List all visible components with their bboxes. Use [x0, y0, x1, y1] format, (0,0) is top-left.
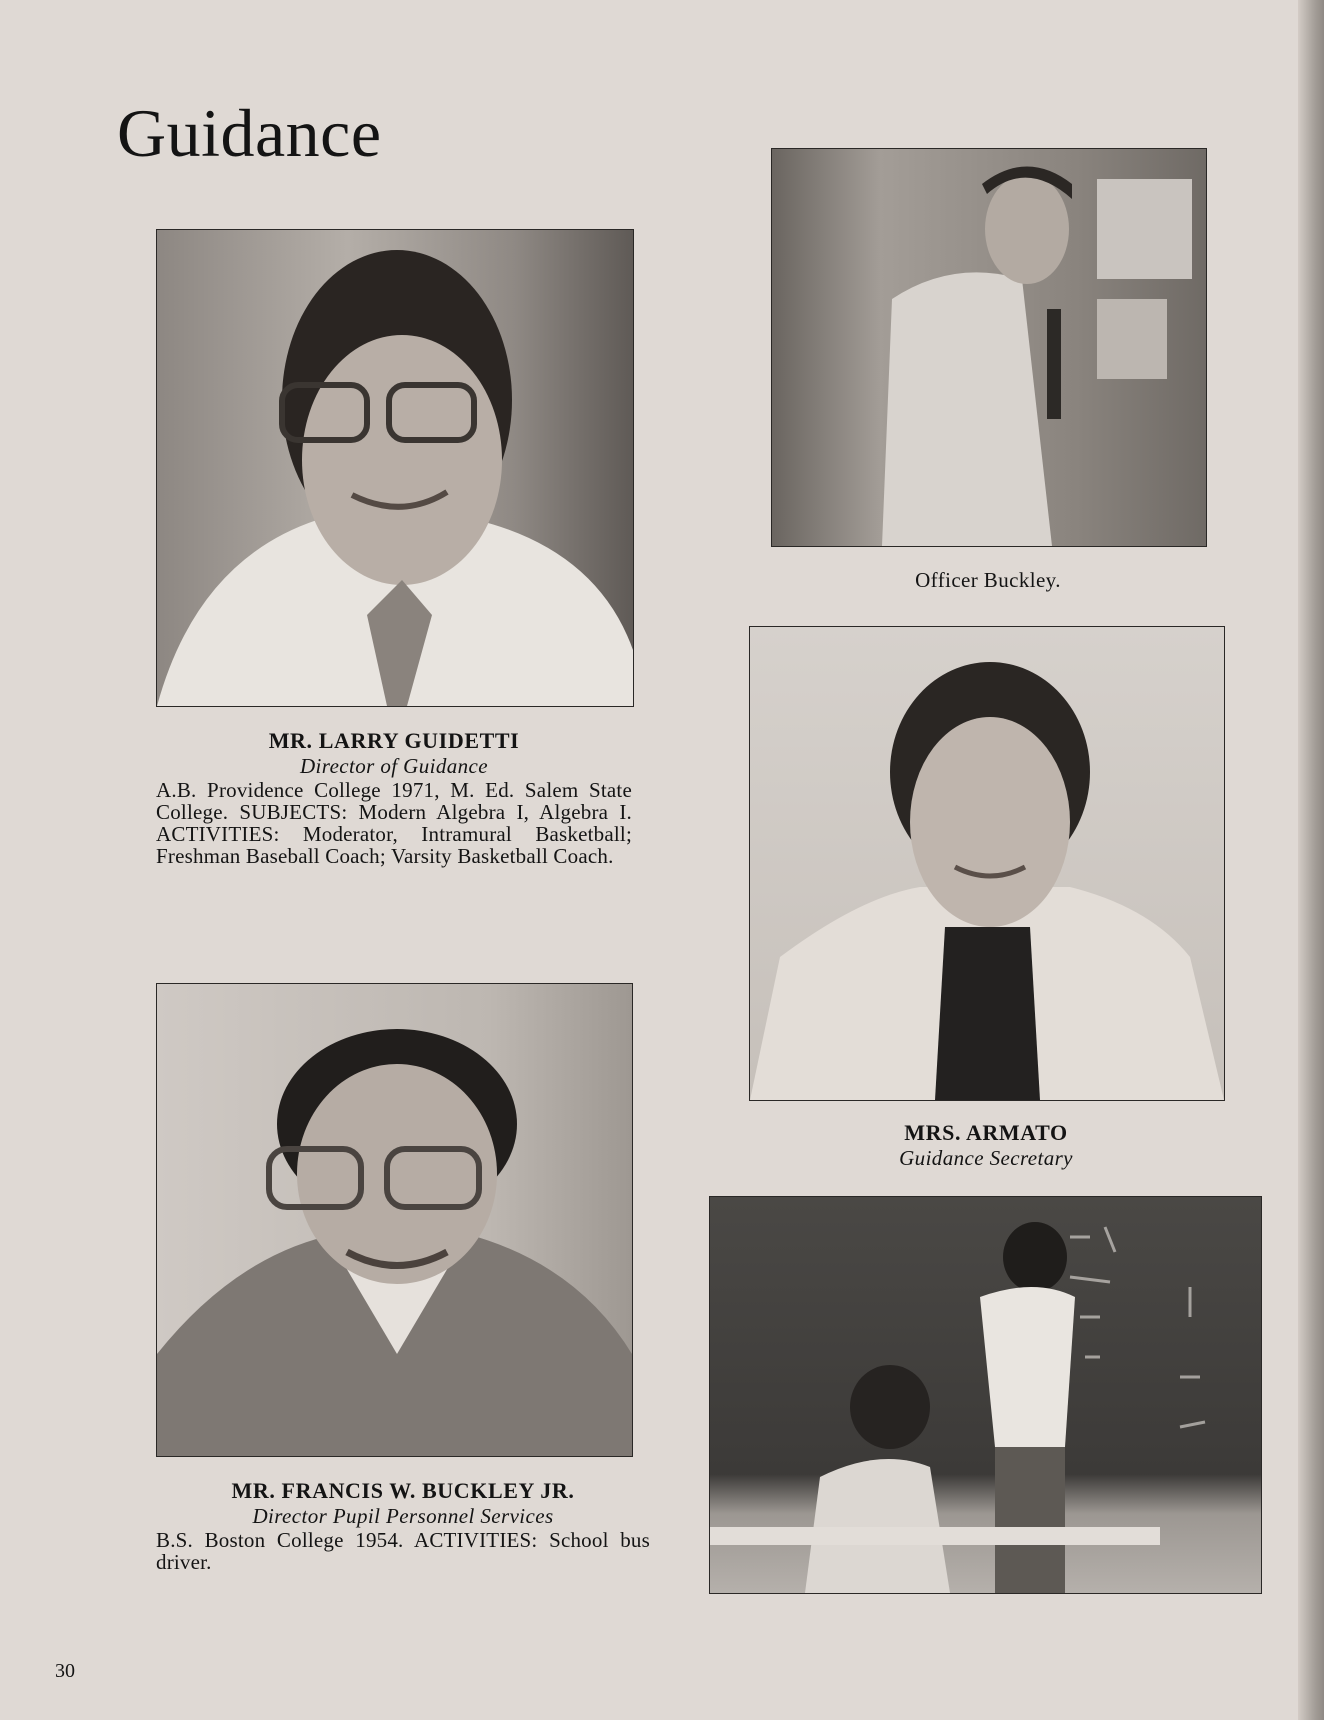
buckley-photo: [156, 983, 633, 1457]
portrait-photo-graphic: [157, 230, 633, 706]
armato-role: Guidance Secretary: [899, 1146, 1073, 1170]
page-title: Guidance: [117, 95, 382, 171]
portrait-photo-graphic: [157, 984, 632, 1456]
officer-photo: [771, 148, 1207, 547]
guidetti-bio: A.B. Providence College 1971, M. Ed. Salem State College. SUBJECTS: Modern Algebra I, Algebra I. ACTIVITIES: Moderator, Intramural Basketball; Freshman Baseball Coach; Varsity Basketball Coach.: [156, 778, 632, 868]
officer-photo-graphic: [772, 149, 1206, 546]
guidetti-name: MR. LARRY GUIDETTI: [268, 728, 520, 753]
page-edge: [1298, 0, 1324, 1720]
armato-photo: [749, 626, 1225, 1101]
guidetti-photo: [156, 229, 634, 707]
officer-caption: Officer Buckley.: [915, 568, 1061, 592]
buckley-caption: [156, 1478, 650, 1573]
buckley-name: MR. FRANCIS W. BUCKLEY JR.: [231, 1478, 575, 1503]
buckley-bio: B.S. Boston College 1954. ACTIVITIES: School bus driver.: [156, 1528, 650, 1574]
guidetti-role: Director of Guidance: [299, 754, 489, 778]
page-number: 30: [55, 1660, 75, 1682]
classroom-photo-graphic: [710, 1197, 1261, 1593]
guidetti-caption: [156, 728, 632, 867]
portrait-photo-graphic: [750, 627, 1224, 1100]
armato-name: MRS. ARMATO: [904, 1120, 1068, 1145]
buckley-role: Director Pupil Personnel Services: [252, 1504, 554, 1528]
armato-caption: [749, 1120, 1223, 1171]
classroom-photo: [709, 1196, 1262, 1594]
